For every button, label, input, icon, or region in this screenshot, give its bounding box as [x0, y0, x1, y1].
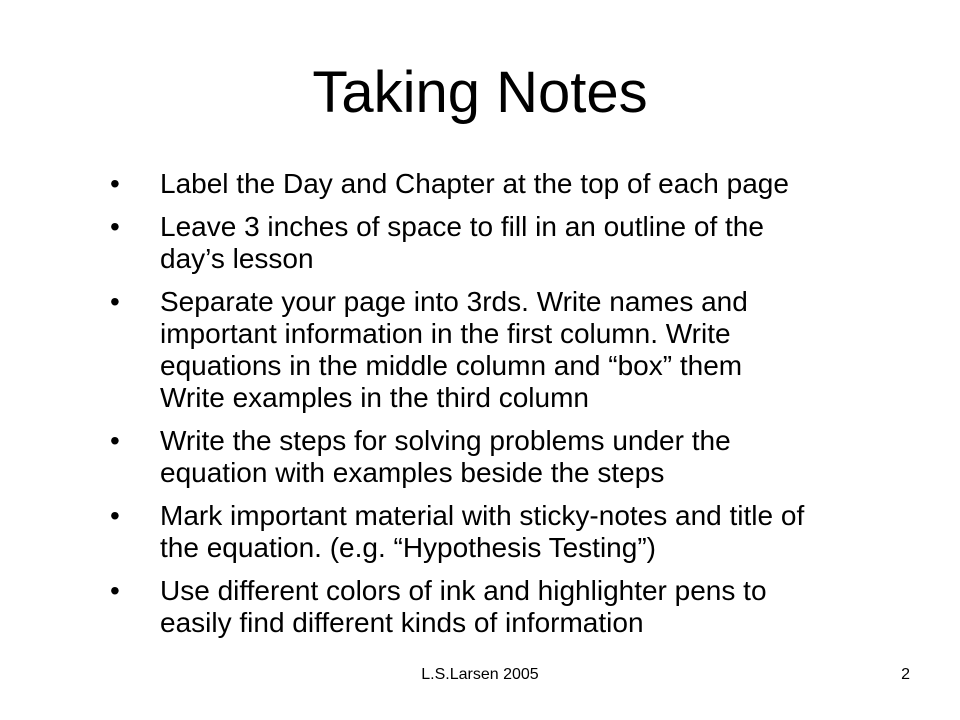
- bullet-text: Write the steps for solving problems under the equation with examples beside the steps: [160, 425, 731, 488]
- list-item: [110, 286, 910, 414]
- list-item: [110, 211, 910, 275]
- bullet-text: Label the Day and Chapter at the top of each page: [160, 168, 789, 199]
- bullet-list: [110, 168, 910, 650]
- slide-title: Taking Notes: [312, 60, 648, 125]
- bullet-text: Mark important material with sticky-notes and title of the equation. (e.g. “Hypothesis Testing”): [160, 500, 805, 563]
- bullet-icon: •: [110, 286, 120, 317]
- list-item: [110, 168, 910, 200]
- bullet-icon: •: [110, 425, 120, 456]
- bullet-icon: •: [110, 575, 120, 606]
- list-item: [110, 575, 910, 639]
- bullet-text: Use different colors of ink and highlighter pens to easily find different kinds of information: [160, 575, 767, 638]
- bullet-icon: •: [110, 168, 120, 199]
- bullet-text: Separate your page into 3rds. Write names and important information in the first column. Write equations in the middle column and “box” them Write examples in the third column: [160, 286, 748, 413]
- bullet-icon: •: [110, 211, 120, 242]
- bullet-text: Leave 3 inches of space to fill in an outline of the day’s lesson: [160, 211, 764, 274]
- list-item: [110, 500, 910, 564]
- list-item: [110, 425, 910, 489]
- bullet-icon: •: [110, 500, 120, 531]
- page-number: 2: [901, 666, 910, 683]
- footer-author: L.S.Larsen 2005: [421, 666, 539, 683]
